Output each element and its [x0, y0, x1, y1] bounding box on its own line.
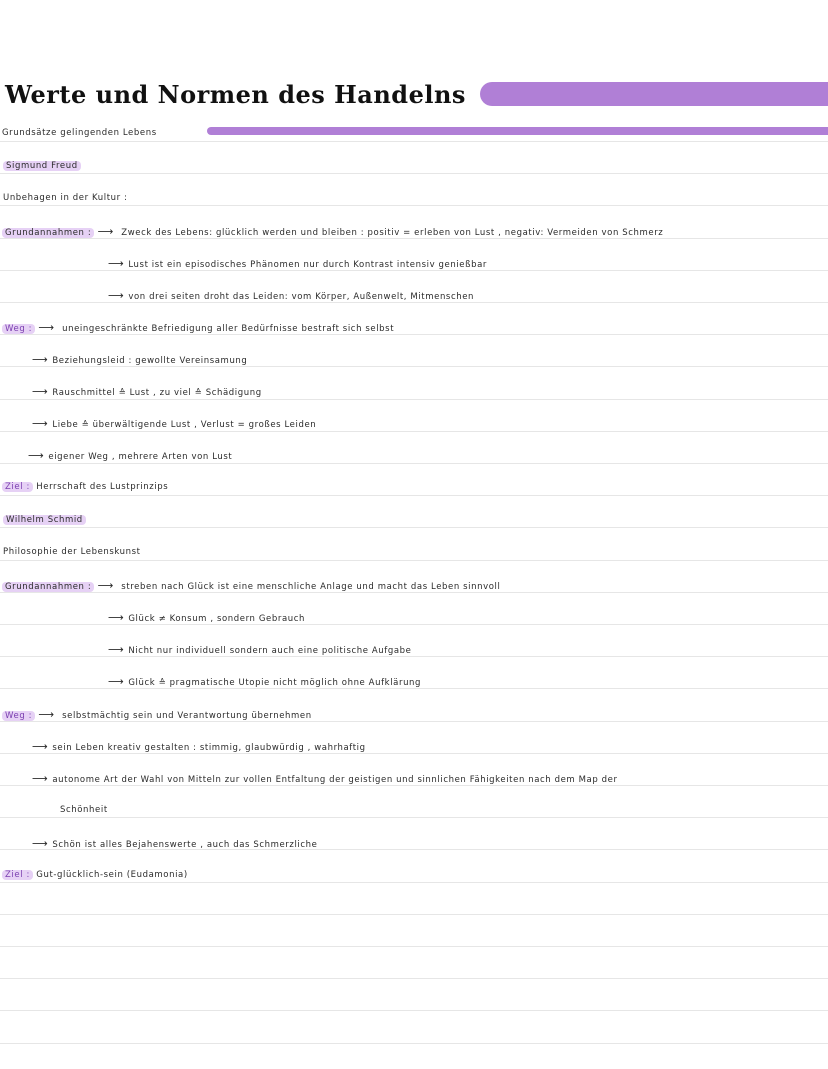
ruled-line	[0, 495, 828, 496]
arrow-icon: ⟶	[38, 321, 55, 334]
arrow-icon: ⟶	[97, 225, 114, 238]
arrow-icon: ⟶	[28, 449, 45, 462]
schmid-ziel: Ziel : Gut-glücklich-sein (Eudamonia)	[2, 870, 188, 880]
schmid-weg-row-2: ⟶ sein Leben kreativ gestalten : stimmig, glaubwürdig , wahrhaftig	[32, 740, 366, 753]
subtitle-highlight-bar	[207, 127, 828, 135]
ruled-line	[0, 173, 828, 174]
schmid-weg-row-4: ⟶ Schön ist alles Bejahenswerte , auch das Schmerzliche	[32, 837, 318, 850]
ruled-line	[0, 882, 828, 883]
freud-grund-row-2: ⟶ Lust ist ein episodisches Phänomen nur durch Kontrast intensiv genießbar	[108, 257, 487, 270]
schmid-grund-row-3: ⟶ Nicht nur individuell sondern auch eine politische Aufgabe	[108, 643, 412, 656]
ruled-line	[0, 785, 828, 786]
ruled-line	[0, 721, 828, 722]
schmid-grund-row-2: ⟶ Glück ≠ Konsum , sondern Gebrauch	[108, 611, 306, 624]
arrow-icon: ⟶	[32, 740, 49, 753]
ruled-line	[0, 946, 828, 947]
freud-weg-row-3: ⟶ Rauschmittel ≙ Lust , zu viel ≙ Schädigung	[32, 385, 262, 398]
ruled-line	[0, 817, 828, 818]
arrow-icon: ⟶	[108, 257, 125, 270]
freud-weg-row-4: ⟶ Liebe ≙ überwältigende Lust , Verlust = großes Leiden	[32, 417, 317, 430]
ruled-line	[0, 238, 828, 239]
schmid-weg-row-3: ⟶ autonome Art der Wahl von Mitteln zur vollen Entfaltung der geistigen und sinnlichen Fähigkeiten nach dem Map der	[32, 772, 618, 785]
ruled-line	[0, 527, 828, 528]
ruled-line	[0, 753, 828, 754]
ruled-line	[0, 592, 828, 593]
arrow-icon: ⟶	[97, 579, 114, 592]
arrow-icon: ⟶	[108, 611, 125, 624]
arrow-icon: ⟶	[32, 385, 49, 398]
weg-label: Weg :	[2, 324, 35, 334]
arrow-icon: ⟶	[108, 643, 125, 656]
page-title: Werte und Normen des Handelns	[5, 80, 466, 109]
freud-work: Unbehagen in der Kultur :	[3, 193, 128, 203]
freud-weg-row-1: Weg : ⟶ uneingeschränkte Befriedigung aller Bedürfnisse bestraft sich selbst	[2, 321, 394, 334]
grund-label: Grundannahmen :	[2, 228, 94, 238]
weg-label: Weg :	[2, 711, 35, 721]
schmid-grund-row-4: ⟶ Glück ≙ pragmatische Utopie nicht möglich ohne Aufklärung	[108, 675, 422, 688]
ruled-line	[0, 1043, 828, 1044]
arrow-icon: ⟶	[32, 417, 49, 430]
ruled-line	[0, 366, 828, 367]
arrow-icon: ⟶	[38, 708, 55, 721]
ruled-line	[0, 656, 828, 657]
schmid-work: Philosophie der Lebenskunst	[3, 547, 141, 557]
arrow-icon: ⟶	[108, 289, 125, 302]
ruled-line	[0, 914, 828, 915]
schmid-heading: Wilhelm Schmid	[3, 515, 86, 525]
schmid-weg-row-3b: Schönheit	[60, 805, 108, 815]
schmid-grund-row-1: Grundannahmen : ⟶ streben nach Glück ist eine menschliche Anlage und macht das Leben sinnvoll	[2, 579, 500, 592]
ruled-line	[0, 1010, 828, 1011]
arrow-icon: ⟶	[108, 675, 125, 688]
schmid-weg-row-1: Weg : ⟶ selbstmächtig sein und Verantwortung übernehmen	[2, 708, 312, 721]
ruled-line	[0, 560, 828, 561]
freud-grund-row-1: Grundannahmen : ⟶ Zweck des Lebens: glücklich werden und bleiben : positiv = erleben von Lust , negativ: Vermeiden von Schmerz	[2, 225, 663, 238]
freud-heading: Sigmund Freud	[3, 161, 81, 171]
freud-weg-row-5: ⟶ eigener Weg , mehrere Arten von Lust	[28, 449, 233, 462]
arrow-icon: ⟶	[32, 837, 49, 850]
freud-grund-row-3: ⟶ von drei seiten droht das Leiden: vom Körper, Außenwelt, Mitmenschen	[108, 289, 475, 302]
ruled-line	[0, 399, 828, 400]
ruled-line	[0, 334, 828, 335]
ruled-line	[0, 141, 828, 142]
ruled-line	[0, 205, 828, 206]
ziel-label: Ziel :	[2, 870, 33, 880]
ziel-label: Ziel :	[2, 482, 33, 492]
subtitle: Grundsätze gelingenden Lebens	[2, 128, 157, 138]
ruled-line	[0, 688, 828, 689]
ruled-line	[0, 431, 828, 432]
ruled-line	[0, 624, 828, 625]
freud-weg-row-2: ⟶ Beziehungsleid : gewollte Vereinsamung	[32, 353, 248, 366]
arrow-icon: ⟶	[32, 772, 49, 785]
ruled-line	[0, 463, 828, 464]
freud-ziel: Ziel : Herrschaft des Lustprinzips	[2, 482, 168, 492]
arrow-icon: ⟶	[32, 353, 49, 366]
ruled-line	[0, 270, 828, 271]
title-highlight-bar	[480, 82, 828, 106]
ruled-line	[0, 302, 828, 303]
grund-label: Grundannahmen :	[2, 582, 94, 592]
ruled-line	[0, 978, 828, 979]
